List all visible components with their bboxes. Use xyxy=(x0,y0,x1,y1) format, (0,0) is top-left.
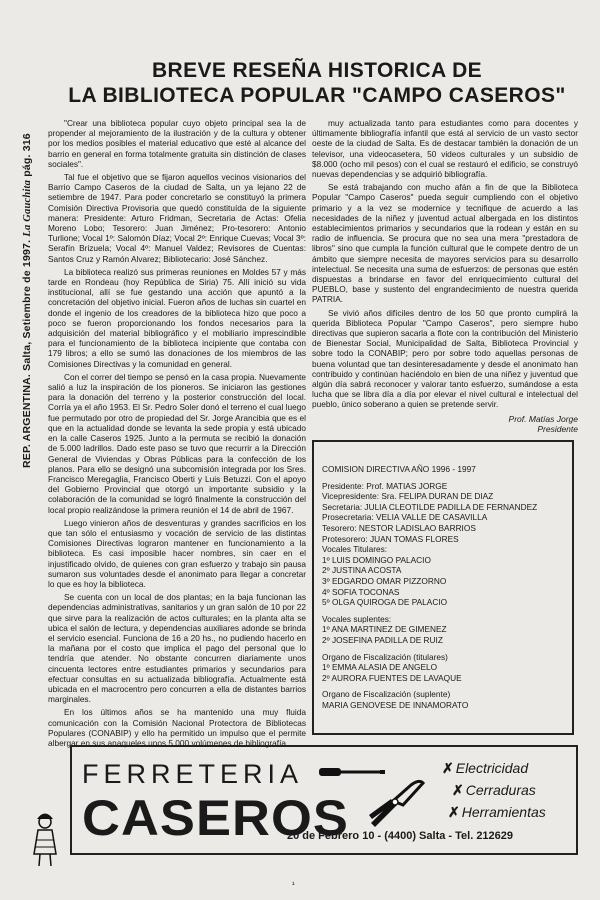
commission-line: MARIA GENOVESE DE INNAMORATO xyxy=(322,699,469,710)
paragraph: Se vivió años difíciles dentro de los 50 que pronto cumplirá la querida Biblioteca Popular "Campo Caseros", pero siempre hubo directivas que supieron sacarla a flote con la contribución del Ministerio de Bienestar Social, Municipalidad de Salta, Biblioteca Provincial y sobre todo la CONABIP; pero por sobre todo aquellas personas de buena voluntad que tan desinteresadamente y desde el anonimato han contribuido y continúan haciéndolo en bien de una niñez y juventud que algún día sabrá reconocer y valorar tanto esfuerzo, sumándose a esta lucha que se libra día a día por elevar el nivel cultural e intelectual del pueblo, único soberano a quien se pretende servir. xyxy=(312,307,578,410)
cross-mark-icon: ✗ xyxy=(452,782,464,798)
paragraph: Se cuenta con un local de dos plantas; en la baja funcionan las dependencias administrativas, sanitarios y un gran salón de 10 por 22 que sirve para la realización de actos culturales; en la planta alta se ubica el salón de lectura, y dependencias auxiliares adonde se brinda el servicio esencial. Funciona de 16 a 20 hs., no pudiendo hacerlo en la mañana por el costo que implica el pago del personal que lo tendría que atender. No obstante concurren diariamente unos cincuenta lectores entre estudiantes primarios y secundarios para efectuar consultas en su actualizada bibliografía. Actualmente está ubicada en el macrocentro pero concurren a ella de distantes barrios marginales. xyxy=(48,592,306,705)
ad-heading: FERRETERIA xyxy=(82,759,304,789)
gauchita-mascot-icon xyxy=(28,810,62,870)
ad-item xyxy=(442,757,546,779)
hardware-store-ad xyxy=(70,745,578,855)
article-column-right xyxy=(312,118,578,434)
signature-name: Prof. Matías Jorge xyxy=(508,413,578,424)
page-footer-mark: ¹ xyxy=(292,880,295,889)
sidebar-location-date: REP. ARGENTINA. Salta, Setiembre de 1997. xyxy=(21,236,33,468)
commission-line: 1º EMMA ALASIA DE ANGELO xyxy=(322,662,438,673)
vertical-sidebar xyxy=(12,62,42,482)
commission-line: 5º OLGA QUIROGA DE PALACIO xyxy=(322,597,448,608)
commission-line: 4º SOFIA TOCONAS xyxy=(322,586,400,597)
paragraph: En los últimos años se ha mantenido una muy fluida comunicación con la Comisión Nacional Protectora de Bibliotecas Populares (CONABIP) y ello ha permitido un impulso que el permite albergar en sus anaqueles unos 5.000 volúmenes de bibliografía xyxy=(48,707,306,748)
commission-line: Secretaria: JULIA CLEOTILDE PADILLA DE FERNANDEZ xyxy=(322,501,538,512)
sidebar-page-label: pág. 316 xyxy=(21,133,33,180)
commission-line: 3º EDGARDO OMAR PIZZORNO xyxy=(322,575,447,586)
paragraph: Se está trabajando con mucho afán a fin de que la Biblioteca Popular "Campo Caseros" pueda seguir cumpliendo con el objetivo primario y a la vez se modernice y tecnifique de acuerdo a las necesidades de la niñez y juventud actual albergada en los distintos establecimientos primarios y secundarios que la rodean y están en su radio de influencia. Se procura que no sea una mera "prestadora de libros" sino que cumpla la función cultural que le compete dentro de un ámbito que siempre necesita de mayores servicios para su desarrollo intelectual. Se necesita una suma de esfuerzos: de personas que estén dispuestas a brindarse en favor del enriquecimiento cultural del PUEBLO, base y sustento del engrandecimiento de nuestra querida PATRIA. xyxy=(312,182,578,305)
commission-line: Presidente: Prof. MATIAS JORGE xyxy=(322,480,448,491)
paragraph: Luego vinieron años de desventuras y grandes sacrificios en los que tan sólo el entusiasmo y vocación de servicio de las distintas Comisiones Directivas lograron mantener en funcionamiento a la biblioteca. Es casi imposible hacer nombres, sin caer en el injustificado olvido, de quienes con gran esfuerzo y trabajo sin pausa sumaron sus voluntades desde el anonimato para llegar a concretar lo que es hoy la biblioteca. xyxy=(48,517,306,589)
commission-line: 2º AURORA FUENTES DE LAVAQUE xyxy=(322,672,462,683)
commission-line: Protesorero: JUAN TOMAS FLORES xyxy=(322,533,459,544)
commission-line: 2º JOSEFINA PADILLA DE RUIZ xyxy=(322,634,443,645)
article-title xyxy=(52,58,582,108)
paragraph: La biblioteca realizó sus primeras reuniones en Moldes 57 y más tarde en Rondeau (hoy República de Siria) 75. Allí inició su vida institucional, allí se fue gestando una acción que apuntó a la concretación del objetivo inicial. Fueron años de luchas sin cuartel en donde el ingenio de los creadores de la biblioteca hizo que poco a poco se fueron proporcionando los fondos necesarios para la adquisición del material bibliográfico y el mobiliario imprescindible para el funcionamiento de la biblioteca incipiente que contaba con 179 libros; a ello se sumó las donaciones de los miembros de las Comisiones Directivas y la comunidad en general. xyxy=(48,266,306,369)
commission-line: Tesorero: NESTOR LADISLAO BARRIOS xyxy=(322,522,476,533)
commission-line: Vocales suplentes: xyxy=(322,613,392,624)
commission-line: Organo de Fiscalización (suplente) xyxy=(322,689,451,700)
sidebar-magazine-name: La Gauchita xyxy=(22,179,33,237)
commission-line: Vicepresidente: Sra. FELIPA DURAN DE DIAZ xyxy=(322,491,494,502)
commission-line: Vocales Titulares: xyxy=(322,544,388,555)
pliers-icon xyxy=(367,777,427,827)
signature-role: Presidente xyxy=(537,423,578,434)
title-line-1: BREVE RESEÑA HISTORICA DE xyxy=(151,59,483,82)
paragraph: "Crear una biblioteca popular cuyo objeto principal sea la de propender al mejoramiento de la ilustración y de la cultura y obtener por los medios posibles el material educativo que esté al alcance del barrio en general en forma totalmente gratuita sin distinción de clases sociales". xyxy=(48,118,306,169)
paragraph: Tal fue el objetivo que se fijaron aquellos vecinos visionarios del Barrio Campo Caseros de la ciudad de Salta, un ya lejano 22 de setiembre de 1947. Para poder concretarlo se constituyó la primera Comisión Directiva Provisoria que quedó constituída de la siguiente manera: Presidente: Arturo Fridman, Secretaria de Actas: Ofelia Moreno Lobo; Tesorero: Juan Jiménez; Pro-tesorero: Antonio Turlione; Vocal 1º: Salomón Díaz; Vocal 2º: Enrique Cuevas; Vocal 3º: Serafín Brizuela; Vocal 4º: Manuel Valdez; Revisores de Cuentas: Santos Cruz y Ramón Alvarez; Bibliotecario: José Sánchez. xyxy=(48,172,306,264)
signature xyxy=(312,414,578,434)
commission-line: 2º JUSTINA ACOSTA xyxy=(322,565,402,576)
title-line-2: LA BIBLIOTECA POPULAR "CAMPO CASEROS" xyxy=(68,84,566,107)
ad-item xyxy=(452,779,546,801)
ad-item-label: Cerraduras xyxy=(465,782,536,798)
ad-item-label: Herramientas xyxy=(461,804,546,820)
commission-line: 1º ANA MARTINEZ DE GIMENEZ xyxy=(322,624,447,635)
ad-item-list xyxy=(442,757,546,823)
paragraph: muy actualizada tanto para estudiantes como para docentes y últimamente bibliografía infantil que está al servicio de un vasto sector oeste de la ciudad de Salta. Es de destacar también la donación de un televisor, una videocasetera, 50 videos culturales y un subsidio de $8.000 (ocho mil pesos) con el cual se restauró el edificio, se construyó nuevas dependencias y se adquirió bibliografía. xyxy=(312,118,578,180)
paragraph: Con el correr del tiempo se pensó en la casa propia. Nuevamente salió a luz la inspiración de los pioneros. Se iniciaron las gestiones para la donación del terreno y la posterior construcción del local. Corría ya el año 1953. El Sr. Pedro Soler donó el terreno el cual luego fue permutado por otro de propiedad del Sr. Jorge Arancibia que es el que en la actualidad donde se levanta la sede propia y está ubicado en la calle Caseros 1925. Junto a la permuta se recibió la donación de 5.000 ladrillos. Dado este paso se tuvo que recurrir a la Dirección General de Viviendas y Obras Públicas para la confección de los planos. Para ello se designó una subcomisión integrada por los Sres. Francisco Meregaglia, Francisco Oberti y Luis Betuzzi. Con el apoyo del Gobierno Provincial que otorgó un importante subsidio y la colaboración de la comunidad se logró finalmente la construcción del local propio realizándose la primera reunión el 14 de abril de 1967. xyxy=(48,371,306,515)
commission-line: 1º LUIS DOMINGO PALACIO xyxy=(322,554,431,565)
ad-item-label: Electricidad xyxy=(455,760,529,776)
article-column-left xyxy=(48,118,306,751)
commission-line: Prosecretaria: VELIA VALLE DE CASAVILLA xyxy=(322,512,488,523)
ad-brand: CASEROS xyxy=(82,790,349,846)
commission-list xyxy=(322,464,566,710)
commission-box xyxy=(312,440,574,735)
commission-line: Organo de Fiscalización (titulares) xyxy=(322,651,448,662)
sidebar-caption xyxy=(21,58,33,468)
ad-item xyxy=(448,801,546,823)
cross-mark-icon: ✗ xyxy=(442,760,454,776)
cross-mark-icon: ✗ xyxy=(448,804,460,820)
commission-title: COMISION DIRECTIVA AÑO 1996 - 1997 xyxy=(322,464,476,474)
ad-address: 20 de Febrero 10 - (4400) Salta - Tel. 212629 xyxy=(287,830,514,842)
